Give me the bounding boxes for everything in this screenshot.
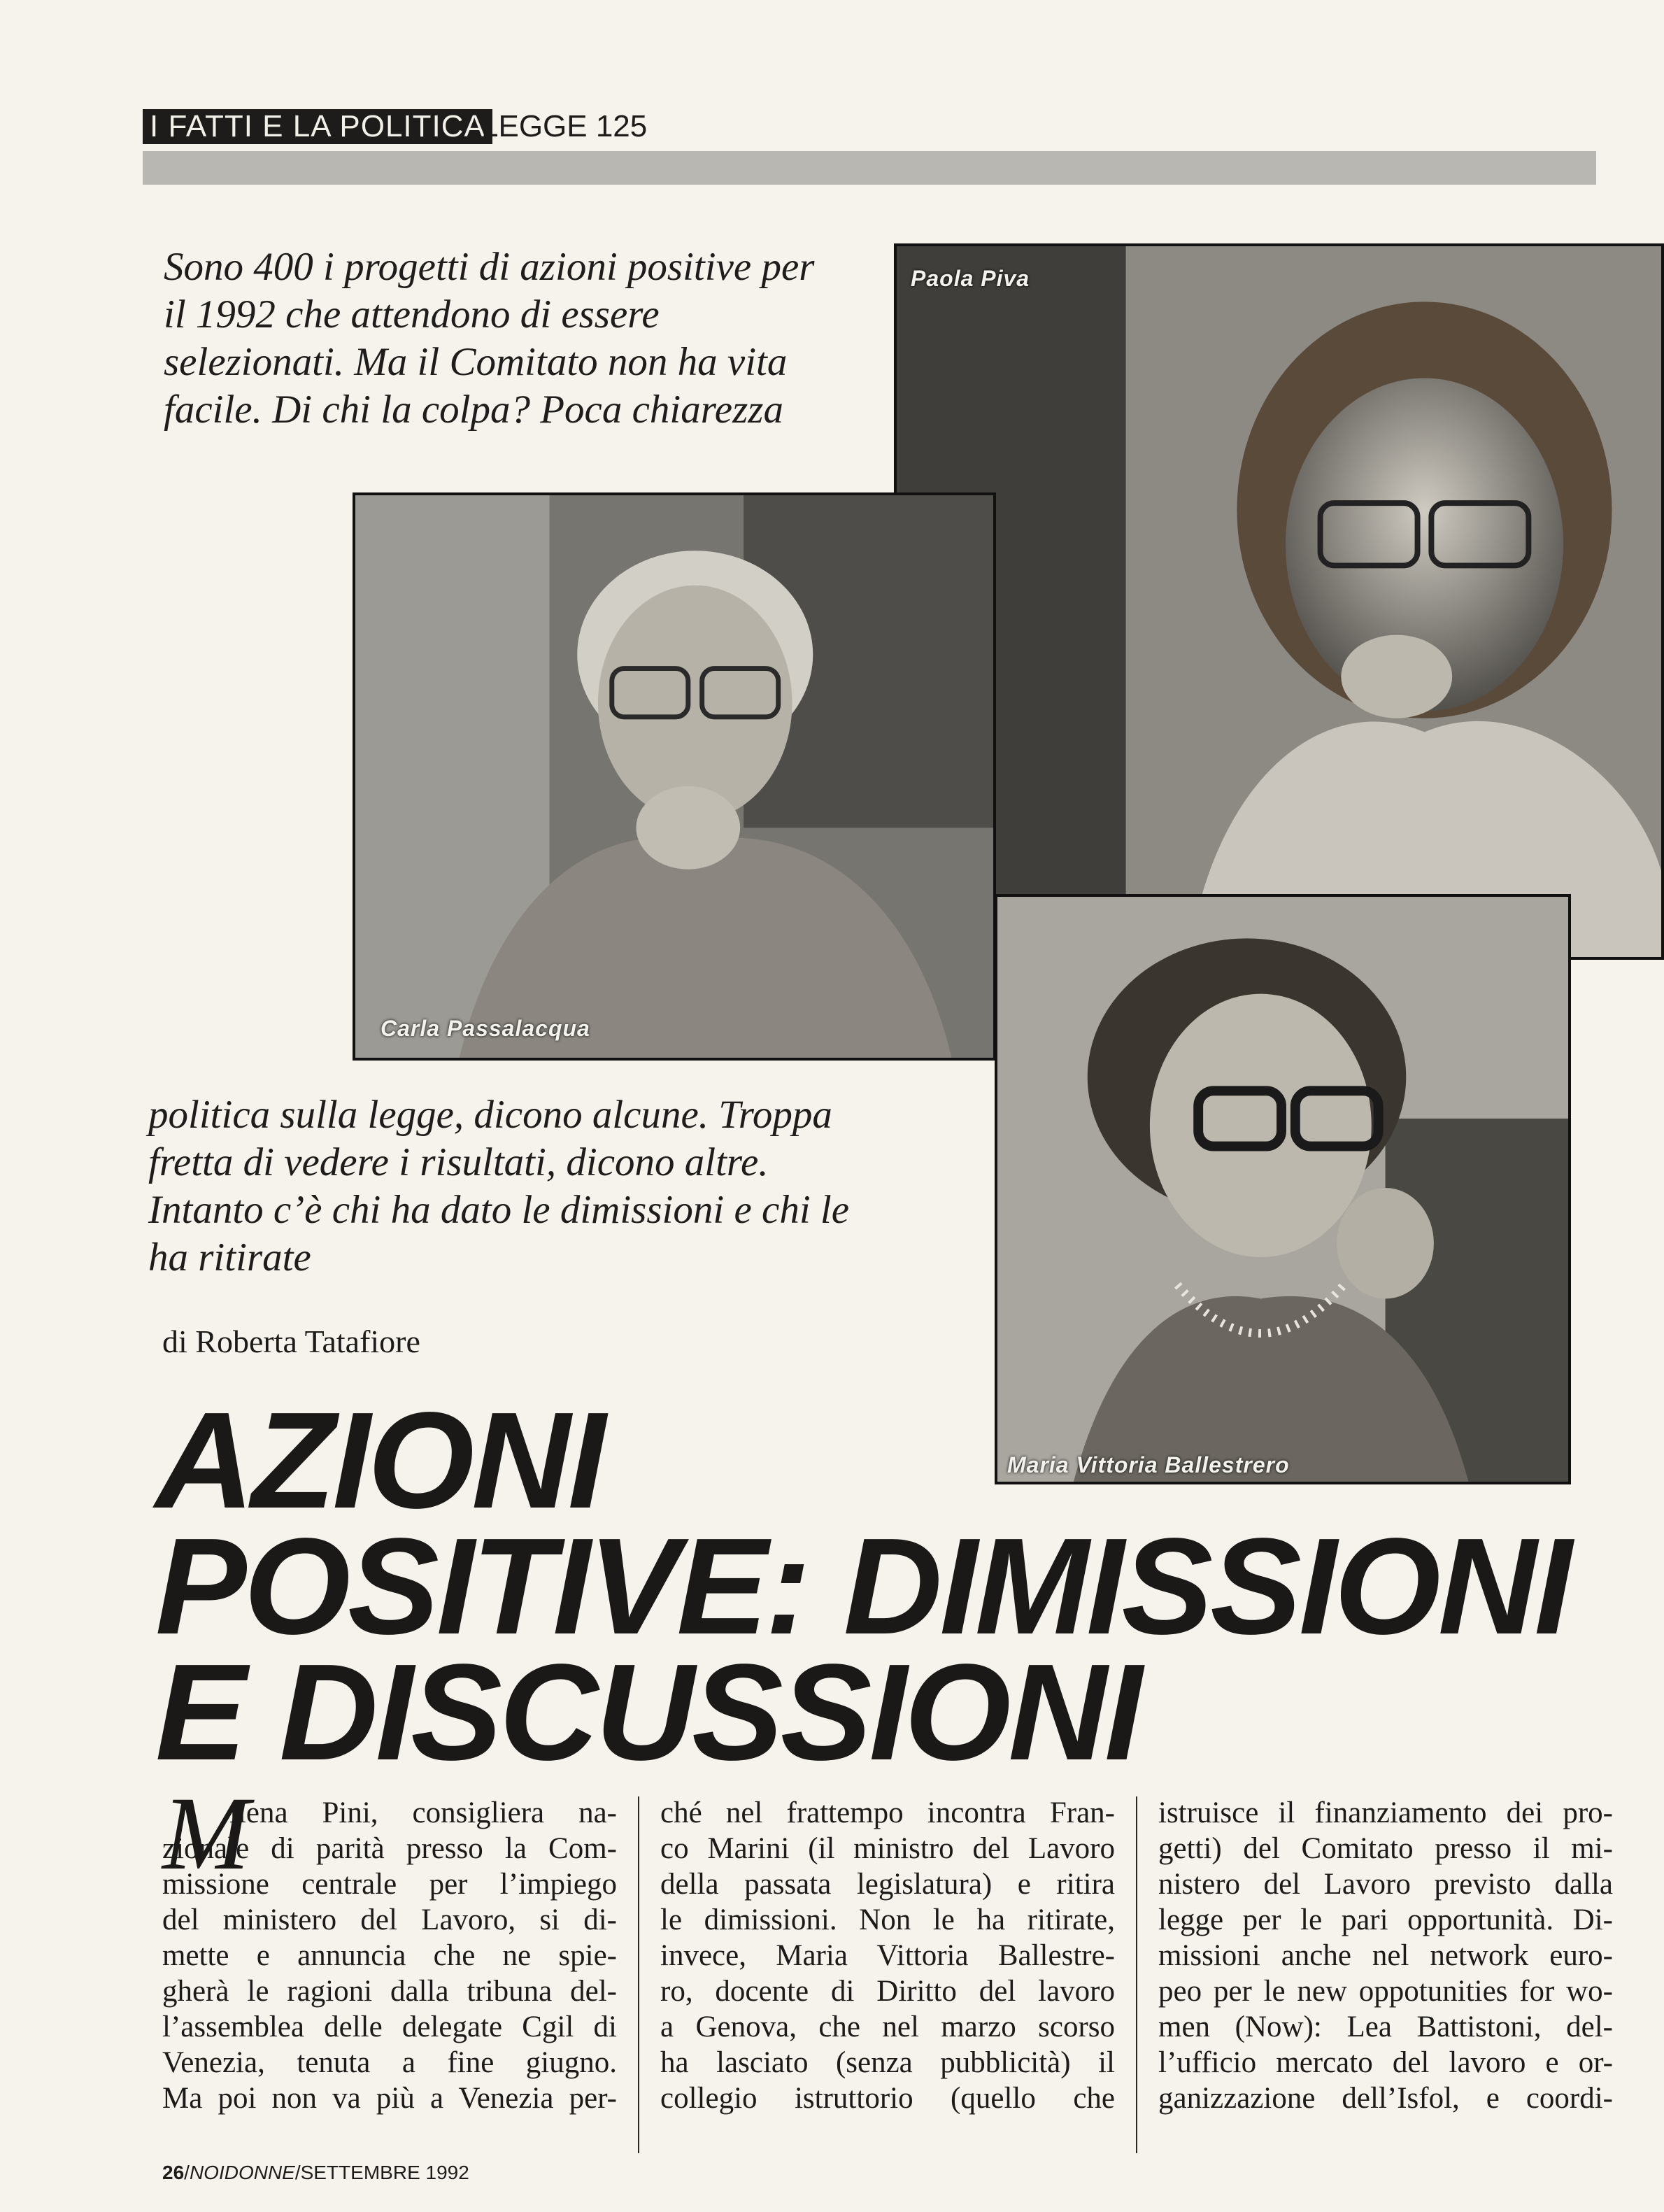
caption-maria-vittoria-ballestrero: Maria Vittoria Ballestrero [1007,1452,1290,1477]
intro-top [164,243,870,434]
drop-cap: M [162,1775,250,1892]
article-line: ché nel frattempo incontra Fran- [660,1796,1115,1829]
article-line: l’ufficio mercato del lavoro e or- [1158,2046,1613,2079]
article-line: ganizzazione dell’Isfol, e coordi- [1158,2082,1613,2115]
article-column-3 [1158,1795,1613,2116]
article-line: missioni anche nel network euro- [1158,1939,1613,1972]
column-rule [1136,1796,1137,2153]
magazine-name: NOIDONNE [189,2162,295,2183]
article-line: collegio istruttorio (quello che [660,2082,1115,2115]
photo-paola-piva [894,243,1664,960]
caption-carla-passalacqua: Carla Passalacqua [381,1016,590,1041]
intro-line: selezionati. Ma il Comitato non ha vita [164,340,788,384]
article-line: l’assemblea delle delegate Cgil di [162,2011,617,2043]
page-number: 26 [162,2162,185,2183]
section-label: I FATTI E LA POLITICA [143,109,492,144]
article-line: legge per le pari opportunità. Di- [1158,1903,1613,1936]
article-column-1 [162,1795,617,2116]
article-line: gherà le ragioni dalla tribuna del- [162,1975,617,2008]
article-line: a Genova, che nel marzo scorso [660,2011,1115,2043]
article-line: del ministero del Lavoro, si di- [162,1903,617,1936]
article-line: ilena Pini, consigliera na- [229,1796,617,1829]
article-line: co Marini (il ministro del Lavoro [660,1832,1115,1865]
intro-line: Sono 400 i progetti di azioni positive per [164,245,815,289]
article-line: nistero del Lavoro previsto dalla [1158,1868,1613,1901]
headline-line-1: AZIONI [155,1384,604,1537]
article-line: getti) del Comitato presso il mi- [1158,1832,1613,1865]
intro-line: facile. Di chi la colpa? Poca chiarezza [164,388,783,432]
photo-carla-passalacqua [353,492,996,1061]
article-line: ha lasciato (senza pubblicità) il [660,2046,1115,2079]
article-line: Ma poi non va più a Venezia per- [162,2082,617,2115]
intro-line: Intanto c’è chi ha dato le dimissioni e chi le [148,1188,850,1232]
page-footer: 26/NOIDONNE/SETTEMBRE 1992 [162,2162,469,2183]
article-line: ro, docente di Diritto del lavoro [660,1975,1115,2008]
article-line: invece, Maria Vittoria Ballestre- [660,1939,1115,1972]
headline-line-3: E DISCUSSIONI [155,1636,1140,1789]
portrait-illustration [355,495,993,1058]
intro-line: politica sulla legge, dicono alcune. Troppa [148,1093,832,1137]
intro-bottom [148,1091,946,1282]
article-line: zionale di parità presso la Com- [162,1832,617,1865]
portrait-illustration [997,897,1568,1482]
article-line: mette e annuncia che ne spie- [162,1939,617,1972]
intro-line: fretta di vedere i risultati, dicono altre. [148,1140,769,1184]
section-topic: LEGGE 125 [481,109,648,143]
issue-date: SETTEMBRE 1992 [300,2162,469,2183]
article-column-2 [660,1795,1115,2116]
photo-maria-vittoria-ballestrero [995,894,1571,1484]
byline: di Roberta Tatafiore [162,1324,420,1359]
intro-line: ha ritirate [148,1235,311,1279]
article-line: Venezia, tenuta a fine giugno. [162,2046,617,2079]
article-line: le dimissioni. Non le ha ritirate, [660,1903,1115,1936]
portrait-illustration [897,246,1661,957]
column-rule [638,1796,639,2153]
article-line: peo per le new oppotunities for wo- [1158,1975,1613,2008]
caption-paola-piva: Paola Piva [911,266,1030,291]
headline-line-2: POSITIVE: DIMISSIONI [155,1510,1570,1663]
header-bar [143,151,1596,185]
article-line: missione centrale per l’impiego [162,1868,617,1901]
intro-line: il 1992 che attendono di essere [164,292,660,336]
article-line: istruisce il finanziamento dei pro- [1158,1796,1613,1829]
article-line: della passata legislatura) e ritira [660,1868,1115,1901]
article-line: men (Now): Lea Battistoni, del- [1158,2011,1613,2043]
